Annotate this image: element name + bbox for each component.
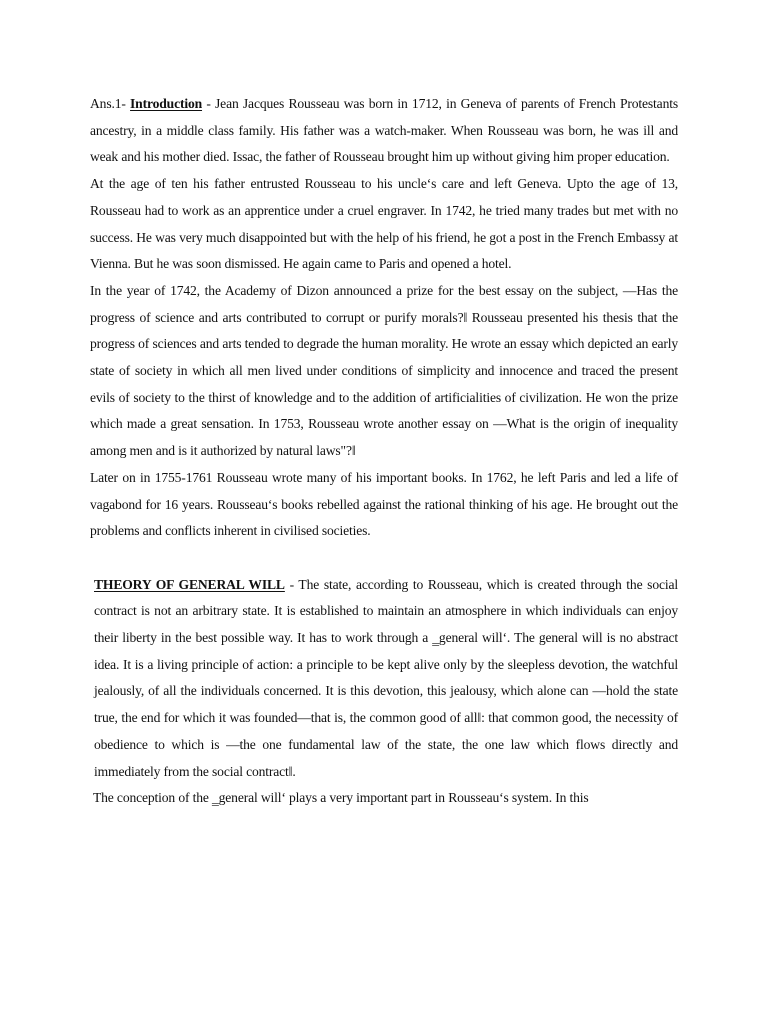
intro-text: - Jean Jacques Rousseau was born in 1712, in Geneva of parents of French Protestants ancestry, in a middle class family. His father was a watch-maker. When Rousseau was born, he was ill and weak and his mother died. Issac, the father of Rousseau brought him up without giving him proper education.	[90, 96, 678, 165]
general-will-conception-paragraph: The conception of the ‗general will‘ plays a very important part in Rousseau‘s system. In this	[93, 790, 589, 806]
document-page	[90, 91, 678, 812]
general-will-paragraph	[90, 572, 678, 786]
early-life-paragraph: At the age of ten his father entrusted Rousseau to his uncle‘s care and left Geneva. Upto the age of 13, Rousseau had to work as an apprentice under a cruel engraver. In 1742, he tried many trades but met with no success. He was very much disappointed but with the help of his friend, he got a post in the French Embassy at Vienna. But he was soon dismissed. He again came to Paris and opened a hotel.	[90, 176, 678, 272]
later-life-paragraph: Later on in 1755-1761 Rousseau wrote many of his important books. In 1762, he left Paris and led a life of vagabond for 16 years. Rousseau‘s books rebelled against the rational thinking of his age. He brought out the problems and conflicts inherent in civilised societies.	[90, 469, 678, 539]
intro-paragraph	[90, 91, 678, 171]
general-will-text: - The state, according to Rousseau, which is created through the social contract is not an arbitrary state. It is established to maintain an atmosphere in which individuals can enjoy their liberty in the best possible way. It has to work through a ‗general will‘. The general will is no abstract idea. It is a living principle of action: a principle to be kept alive only by the sleepless devotion, the watchful jealously, of all the individuals concerned. It is this devotion, this jealousy, which alone can ―hold the state true, the end for which it was founded—that is, the common good of all‖: that common good, the necessity of obedience to which is ―the one fundamental law of the state, the one law which flows directly and immediately from the social contract‖.	[94, 576, 678, 779]
academy-essay-paragraph: In the year of 1742, the Academy of Dizon announced a prize for the best essay on the subject, ―Has the progress of science and arts contributed to corrupt or purify morals?‖ Rousseau presented his thesis that the progress of sciences and arts tended to degrade the human morality. He wrote an essay which depicted an early state of society in which all men lived under conditions of simplicity and innocence and traced the present evils of society to the thirst of knowledge and to the addition of artificialities of civilization. He won the prize which made a great sensation. In 1753, Rousseau wrote another essay on ―What is the origin of inequality among men and is it authorized by natural laws"?‖	[90, 282, 678, 459]
introduction-heading: Introduction	[130, 96, 203, 111]
paragraph-spacer	[90, 545, 678, 572]
general-will-heading: THEORY OF GENERAL WILL	[94, 576, 285, 592]
answer-prefix: Ans.1-	[90, 96, 131, 111]
